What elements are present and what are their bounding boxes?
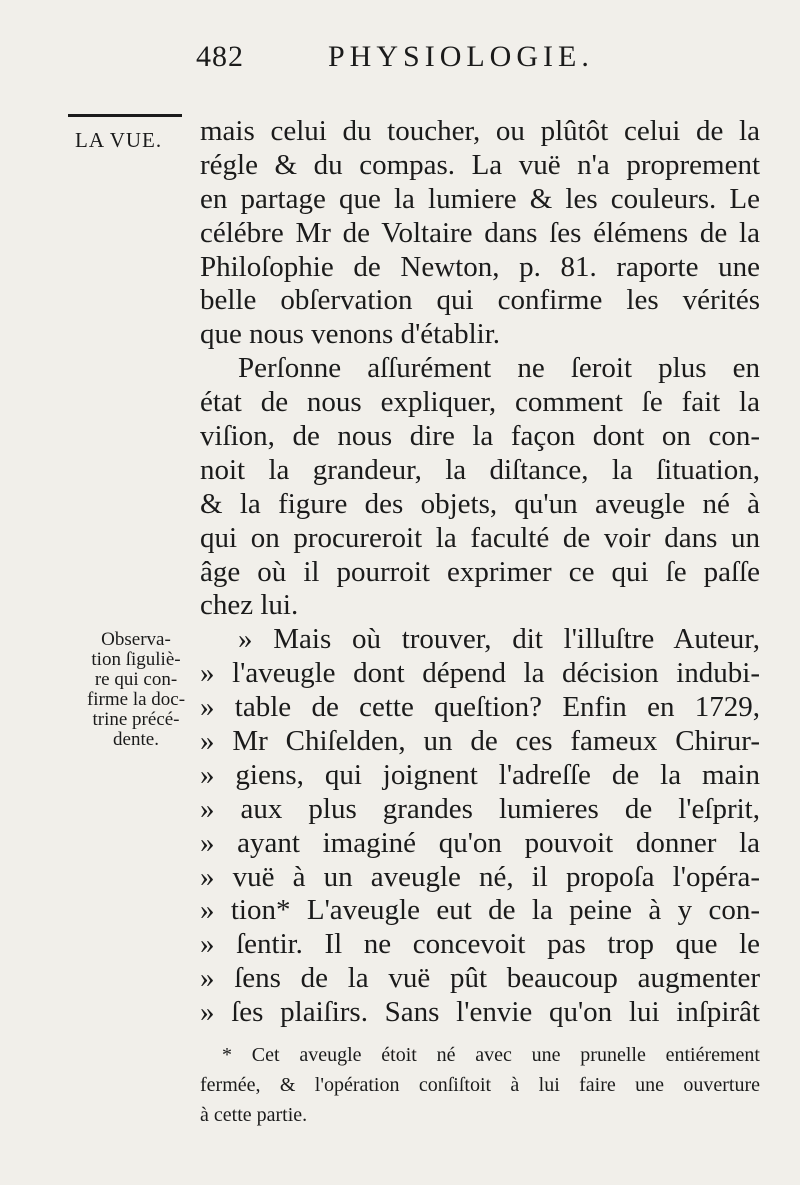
margin-note-line: tion ſiguliè- — [91, 649, 181, 670]
running-title: PHYSIOLOGIE. — [328, 40, 594, 73]
text-line: » table de cette queſtion? Enfin en 1729, — [200, 691, 760, 724]
footnote-line: fermée, & l'opération conſiſtoit à lui faire une ouverture — [200, 1074, 760, 1096]
text-line: que nous venons d'établir. — [200, 318, 501, 351]
text-line: » Mr Chiſelden, un de ces fameux Chirur- — [200, 725, 760, 758]
margin-note — [86, 630, 186, 750]
margin-note-line: dente. — [113, 729, 159, 750]
text-line: viſion, de nous dire la façon dont on con- — [200, 420, 760, 453]
text-line: célébre Mr de Voltaire dans ſes élémens de la — [200, 216, 760, 249]
margin-heading: LA VUE. — [75, 128, 163, 152]
text-line: » aux plus grandes lumieres de l'eſprit, — [200, 792, 760, 825]
margin-note-line: re qui con- — [94, 669, 178, 690]
text-line: » ſens de la vuë pût beaucoup augmenter — [200, 962, 760, 995]
text-line: en partage que la lumiere & les couleurs. Le — [200, 182, 760, 215]
text-line: » vuë à un aveugle né, il propoſa l'opéra- — [200, 860, 760, 893]
text-line: » l'aveugle dont dépend la décision indubi- — [200, 657, 760, 690]
text-line: » Mais où trouver, dit l'illuſtre Auteur, — [238, 623, 760, 656]
text-line: régle & du compas. La vuë n'a proprement — [200, 148, 760, 181]
text-line: » giens, qui joignent l'adreſſe de la main — [200, 758, 760, 791]
body-text — [200, 115, 760, 1030]
text-line: noit la grandeur, la diſtance, la ſituation, — [200, 453, 760, 486]
text-line: belle obſervation qui confirme les vérités — [200, 284, 760, 317]
text-line: état de nous expliquer, comment ſe fait la — [200, 386, 760, 419]
text-line: Perſonne aſſurément ne ſeroit plus en — [238, 352, 760, 385]
footnote-line: * Cet aveugle étoit né avec une prunelle entiérement — [222, 1044, 760, 1066]
margin-note-line: firme la doc- — [86, 689, 186, 710]
text-line: Philoſophie de Newton, p. 81. raporte une — [200, 250, 760, 283]
text-line: chez lui. — [200, 589, 299, 622]
margin-rule — [68, 114, 182, 117]
margin-note-line: Observa- — [101, 629, 171, 650]
text-line: mais celui du toucher, ou plûtôt celui de la — [200, 115, 760, 147]
text-line: » ſes plaiſirs. Sans l'envie qu'on lui inſpirât — [200, 996, 760, 1029]
text-line: qui on procureroit la faculté de voir dans un — [200, 521, 760, 554]
footnote — [200, 1040, 760, 1130]
footnote-line: à cette partie. — [200, 1104, 308, 1126]
page-number: 482 — [196, 40, 244, 73]
text-line: » ayant imaginé qu'on pouvoit donner la — [200, 826, 760, 859]
text-line: » tion* L'aveugle eut de la peine à y con- — [200, 894, 760, 927]
text-line: » ſentir. Il ne concevoit pas trop que le — [200, 928, 760, 961]
margin-note-line: trine précé- — [92, 709, 180, 730]
text-line: âge où il pourroit exprimer ce qui ſe paſſe — [200, 555, 760, 588]
page-header — [0, 40, 800, 80]
text-line: & la figure des objets, qu'un aveugle né à — [200, 487, 760, 520]
